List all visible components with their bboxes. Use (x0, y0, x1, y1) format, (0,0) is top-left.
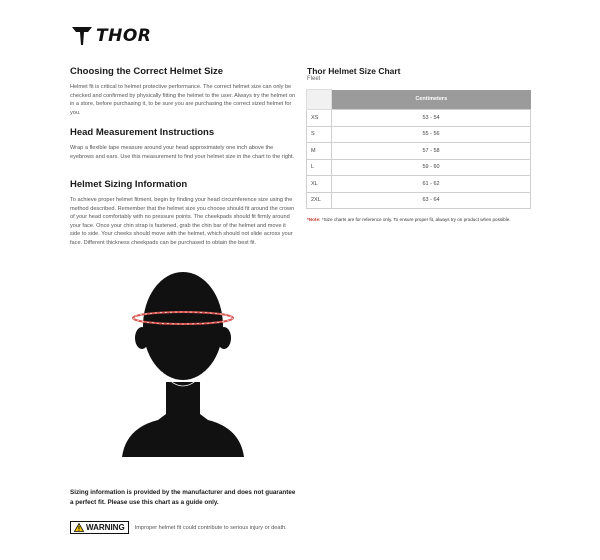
table-row (307, 110, 531, 127)
warning-row (70, 521, 287, 534)
head-measurement-silhouette-icon (118, 272, 248, 457)
cm-cell: 63 - 64 (332, 192, 531, 209)
warning-badge (70, 521, 129, 534)
cm-cell: 53 - 54 (332, 110, 531, 127)
manufacturer-disclaimer: Sizing information is provided by the manufacturer and does not guarantee a perfect fit. Please use this chart as a guide only. (70, 489, 296, 506)
section-body: To achieve proper helmet fitment, begin by finding your head circumference size using the method described. Remember that the helmet size you choose should fit around the crown of your head comfortably with no pressure points. The cheekpads should fit firmly around your face. Once your chin strap is fastened, grab the chin bar of the helmet and move it side to side. Your cheeks should move with the helmet, which should not slide across your face. Different thickness cheekpads can be purchased to obtain the best fit. (70, 197, 295, 246)
brand-logo-text: THOR (96, 26, 152, 46)
size-cell: 2XL (307, 192, 332, 209)
table-row (307, 159, 531, 176)
size-chart-header-centimeters: Centimeters (332, 90, 531, 110)
cm-cell: 55 - 56 (332, 126, 531, 143)
warning-label: WARNING (86, 523, 125, 532)
thor-hammer-mark-icon (72, 27, 92, 45)
size-cell: XL (307, 176, 332, 193)
table-row (307, 126, 531, 143)
section-title: Choosing the Correct Helmet Size (70, 66, 224, 77)
section-sizing-info (70, 179, 296, 248)
size-cell: XS (307, 110, 332, 127)
size-cell: M (307, 143, 332, 160)
warning-triangle-icon (74, 523, 84, 532)
section-body: Wrap a flexible tape measure around your head approximately one inch above the eyebrows and ears. Use this measurement to find your helmet size in the chart to the right. (70, 145, 295, 160)
size-chart-table (306, 89, 531, 209)
cm-cell: 59 - 60 (332, 159, 531, 176)
section-head-measurement (70, 127, 296, 161)
section-title: Helmet Sizing Information (70, 179, 188, 190)
note-label: *Note: (307, 217, 321, 222)
table-row (307, 143, 531, 160)
size-chart-title: Thor Helmet Size Chart (307, 66, 401, 76)
size-cell: S (307, 126, 332, 143)
section-title: Head Measurement Instructions (70, 127, 215, 138)
cm-cell: 57 - 58 (332, 143, 531, 160)
section-choosing-size (70, 66, 296, 117)
size-chart-note (307, 216, 532, 223)
size-header-blank (307, 90, 332, 110)
size-cell: L (307, 159, 332, 176)
brand-logo (72, 26, 151, 46)
section-body: Helmet fit is critical to helmet protective performance. The correct helmet size can only be checked and confirmed by physically fitting the helmet to the user. Always try the helmet on in a store, before purchasing it, to be sure you are purchasing the correct sized helmet for you. (70, 84, 296, 116)
cm-cell: 61 - 62 (332, 176, 531, 193)
size-chart-subtitle: Fleet (307, 76, 321, 82)
note-text: *Size charts are for reference only. To ensure proper fit, always try on product when possible. (321, 217, 511, 222)
size-chart-header-row (307, 90, 531, 110)
table-row (307, 192, 531, 209)
table-row (307, 176, 531, 193)
warning-text: Improper helmet fit could contribute to serious injury or death. (134, 524, 287, 531)
